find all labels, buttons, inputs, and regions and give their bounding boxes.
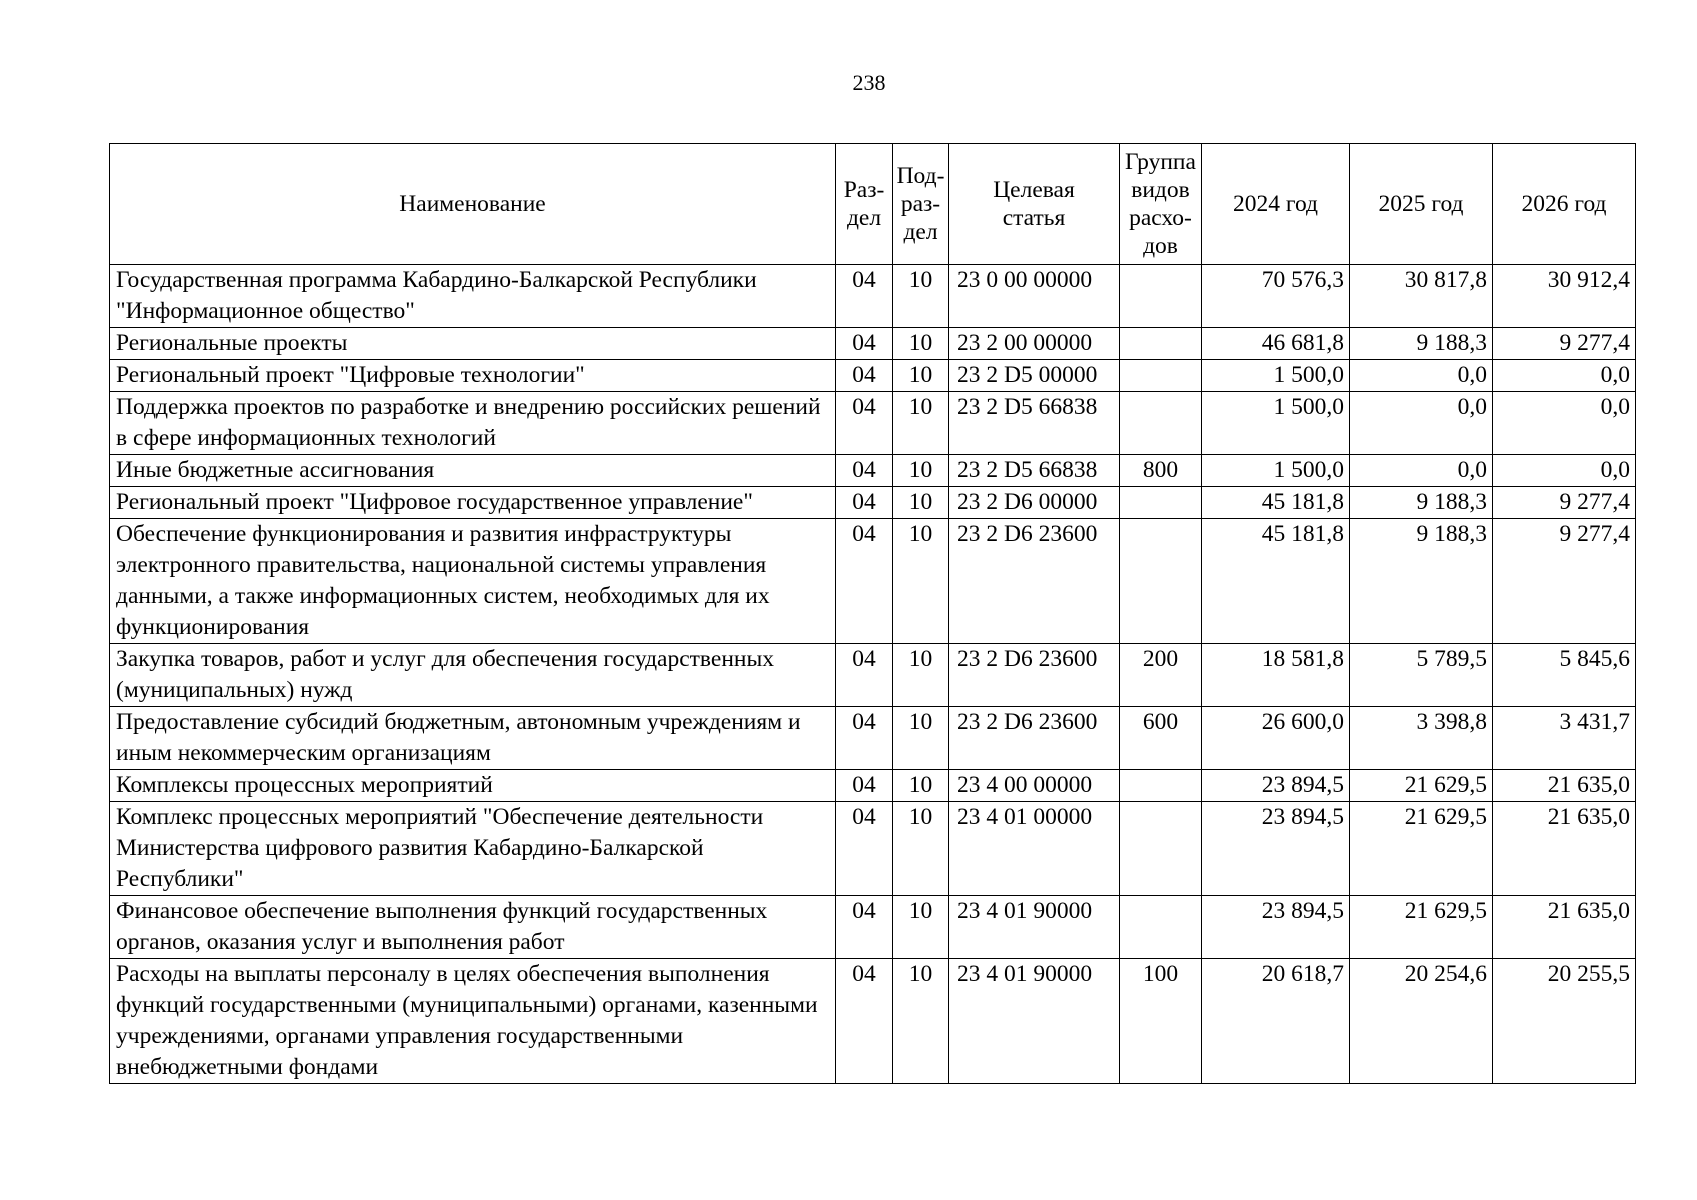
cell-name: Государственная программа Кабардино-Балкарской Республики "Информационное общество" — [110, 265, 836, 328]
table-row — [110, 802, 1636, 896]
cell-subsection: 10 — [893, 707, 949, 770]
cell-target: 23 2 D5 00000 — [949, 360, 1120, 392]
cell-2026: 5 845,6 — [1493, 644, 1636, 707]
cell-section: 04 — [836, 802, 893, 896]
cell-target: 23 2 D5 66838 — [949, 392, 1120, 455]
cell-target: 23 0 00 00000 — [949, 265, 1120, 328]
page-number: 238 — [852, 70, 886, 95]
cell-group — [1120, 770, 1202, 802]
cell-section: 04 — [836, 487, 893, 519]
budget-table — [109, 143, 1636, 1084]
cell-subsection: 10 — [893, 770, 949, 802]
table-row — [110, 519, 1636, 644]
cell-2026: 21 635,0 — [1493, 770, 1636, 802]
cell-name: Комплексы процессных мероприятий — [110, 770, 836, 802]
cell-section: 04 — [836, 896, 893, 959]
cell-name: Обеспечение функционирования и развития инфраструктуры электронного правительства, национальной системы управления данными, а также информационных систем, необходимых для их функционирования — [110, 519, 836, 644]
cell-2025: 21 629,5 — [1350, 802, 1493, 896]
cell-2024: 45 181,8 — [1202, 519, 1350, 644]
cell-2025: 21 629,5 — [1350, 896, 1493, 959]
cell-target: 23 2 D6 00000 — [949, 487, 1120, 519]
cell-2024: 26 600,0 — [1202, 707, 1350, 770]
cell-name: Региональные проекты — [110, 328, 836, 360]
cell-section: 04 — [836, 959, 893, 1084]
cell-subsection: 10 — [893, 519, 949, 644]
table-body — [110, 265, 1636, 1084]
header-group: Группа видов расхо- дов — [1120, 144, 1202, 265]
table-header-row — [110, 144, 1636, 265]
cell-group: 800 — [1120, 455, 1202, 487]
cell-2026: 9 277,4 — [1493, 328, 1636, 360]
table-row — [110, 487, 1636, 519]
table-row — [110, 644, 1636, 707]
cell-2024: 45 181,8 — [1202, 487, 1350, 519]
cell-2026: 20 255,5 — [1493, 959, 1636, 1084]
cell-target: 23 4 01 00000 — [949, 802, 1120, 896]
cell-name: Региональный проект "Цифровые технологии" — [110, 360, 836, 392]
table-row — [110, 392, 1636, 455]
cell-target: 23 2 00 00000 — [949, 328, 1120, 360]
cell-group — [1120, 328, 1202, 360]
cell-2025: 5 789,5 — [1350, 644, 1493, 707]
table-row — [110, 455, 1636, 487]
cell-subsection: 10 — [893, 959, 949, 1084]
cell-target: 23 2 D6 23600 — [949, 519, 1120, 644]
header-2025: 2025 год — [1350, 144, 1493, 265]
cell-section: 04 — [836, 519, 893, 644]
cell-2024: 70 576,3 — [1202, 265, 1350, 328]
cell-2025: 3 398,8 — [1350, 707, 1493, 770]
cell-subsection: 10 — [893, 265, 949, 328]
cell-2024: 20 618,7 — [1202, 959, 1350, 1084]
header-2026: 2026 год — [1493, 144, 1636, 265]
table-row — [110, 707, 1636, 770]
cell-2025: 21 629,5 — [1350, 770, 1493, 802]
cell-2024: 1 500,0 — [1202, 455, 1350, 487]
cell-2024: 23 894,5 — [1202, 802, 1350, 896]
cell-name: Комплекс процессных мероприятий "Обеспечение деятельности Министерства цифрового развития Кабардино-Балкарской Республики" — [110, 802, 836, 896]
cell-section: 04 — [836, 392, 893, 455]
cell-group: 200 — [1120, 644, 1202, 707]
cell-group — [1120, 360, 1202, 392]
cell-2025: 20 254,6 — [1350, 959, 1493, 1084]
table-row — [110, 896, 1636, 959]
table-row — [110, 328, 1636, 360]
cell-2025: 0,0 — [1350, 392, 1493, 455]
cell-2025: 30 817,8 — [1350, 265, 1493, 328]
cell-2025: 0,0 — [1350, 455, 1493, 487]
cell-section: 04 — [836, 265, 893, 328]
cell-2026: 0,0 — [1493, 455, 1636, 487]
cell-section: 04 — [836, 328, 893, 360]
cell-target: 23 2 D6 23600 — [949, 644, 1120, 707]
header-target: Целевая статья — [949, 144, 1120, 265]
cell-2026: 0,0 — [1493, 392, 1636, 455]
cell-target: 23 4 01 90000 — [949, 959, 1120, 1084]
cell-2026: 30 912,4 — [1493, 265, 1636, 328]
cell-2024: 18 581,8 — [1202, 644, 1350, 707]
cell-target: 23 2 D6 23600 — [949, 707, 1120, 770]
cell-2026: 9 277,4 — [1493, 487, 1636, 519]
header-section: Раз- дел — [836, 144, 893, 265]
cell-group — [1120, 392, 1202, 455]
cell-subsection: 10 — [893, 455, 949, 487]
cell-2025: 9 188,3 — [1350, 487, 1493, 519]
cell-subsection: 10 — [893, 360, 949, 392]
cell-subsection: 10 — [893, 896, 949, 959]
cell-target: 23 2 D5 66838 — [949, 455, 1120, 487]
cell-group: 600 — [1120, 707, 1202, 770]
cell-name: Предоставление субсидий бюджетным, автономным учреждениям и иным некоммерческим организациям — [110, 707, 836, 770]
cell-2025: 9 188,3 — [1350, 519, 1493, 644]
cell-group: 100 — [1120, 959, 1202, 1084]
table-row — [110, 959, 1636, 1084]
cell-2026: 3 431,7 — [1493, 707, 1636, 770]
cell-section: 04 — [836, 770, 893, 802]
cell-section: 04 — [836, 707, 893, 770]
cell-name: Расходы на выплаты персоналу в целях обеспечения выполнения функций государственными (муниципальными) органами, казенными учреждениями, органами управления государственными внебюджетными фондами — [110, 959, 836, 1084]
cell-2024: 1 500,0 — [1202, 392, 1350, 455]
cell-group — [1120, 265, 1202, 328]
cell-subsection: 10 — [893, 644, 949, 707]
cell-2024: 23 894,5 — [1202, 896, 1350, 959]
cell-2025: 9 188,3 — [1350, 328, 1493, 360]
cell-subsection: 10 — [893, 802, 949, 896]
cell-2026: 9 277,4 — [1493, 519, 1636, 644]
cell-subsection: 10 — [893, 392, 949, 455]
cell-2025: 0,0 — [1350, 360, 1493, 392]
cell-name: Поддержка проектов по разработке и внедрению российских решений в сфере информационных технологий — [110, 392, 836, 455]
cell-2026: 0,0 — [1493, 360, 1636, 392]
cell-group — [1120, 896, 1202, 959]
cell-section: 04 — [836, 455, 893, 487]
cell-name: Закупка товаров, работ и услуг для обеспечения государственных (муниципальных) нужд — [110, 644, 836, 707]
header-2024: 2024 год — [1202, 144, 1350, 265]
table-row — [110, 265, 1636, 328]
cell-section: 04 — [836, 360, 893, 392]
table-row — [110, 360, 1636, 392]
cell-2026: 21 635,0 — [1493, 896, 1636, 959]
cell-section: 04 — [836, 644, 893, 707]
cell-2024: 46 681,8 — [1202, 328, 1350, 360]
cell-subsection: 10 — [893, 328, 949, 360]
header-subsection: Под- раз- дел — [893, 144, 949, 265]
cell-target: 23 4 01 90000 — [949, 896, 1120, 959]
cell-2024: 23 894,5 — [1202, 770, 1350, 802]
cell-2026: 21 635,0 — [1493, 802, 1636, 896]
cell-name: Региональный проект "Цифровое государственное управление" — [110, 487, 836, 519]
table-row — [110, 770, 1636, 802]
cell-name: Иные бюджетные ассигнования — [110, 455, 836, 487]
cell-target: 23 4 00 00000 — [949, 770, 1120, 802]
cell-subsection: 10 — [893, 487, 949, 519]
cell-2024: 1 500,0 — [1202, 360, 1350, 392]
header-name: Наименование — [110, 144, 836, 265]
cell-group — [1120, 519, 1202, 644]
cell-group — [1120, 802, 1202, 896]
cell-name: Финансовое обеспечение выполнения функций государственных органов, оказания услуг и выполнения работ — [110, 896, 836, 959]
cell-group — [1120, 487, 1202, 519]
